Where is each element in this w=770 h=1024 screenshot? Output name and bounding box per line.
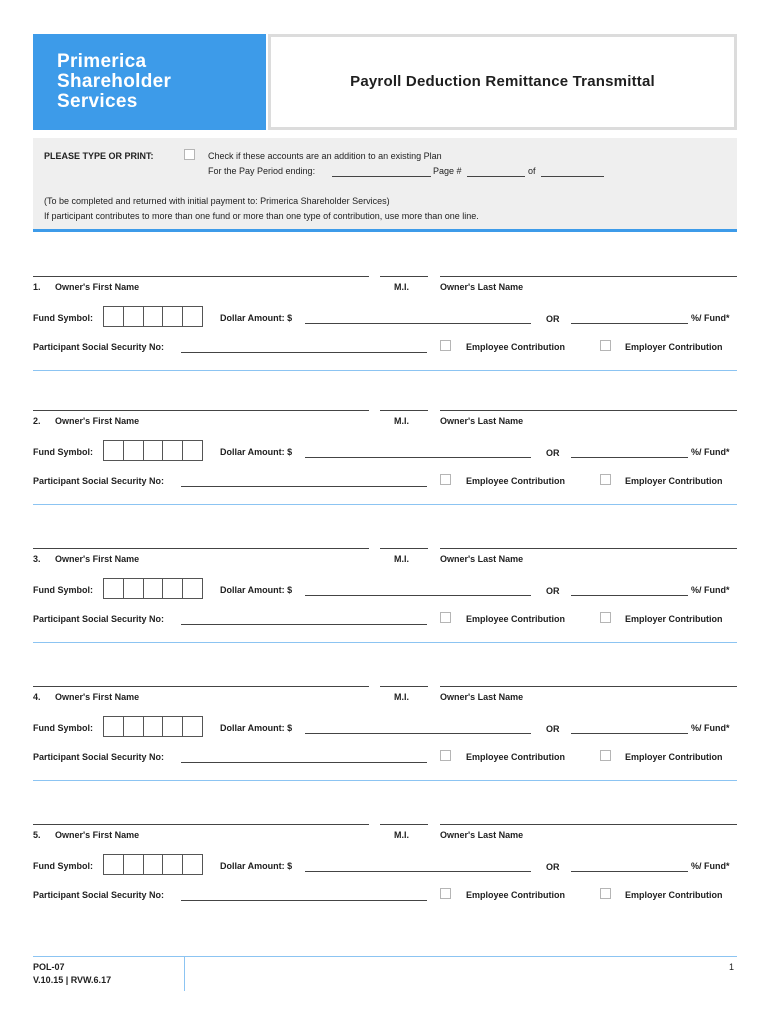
form-code: POL-07 [33, 962, 65, 972]
footer-divider [33, 956, 737, 957]
employer-contribution-label: Employer Contribution [625, 342, 723, 352]
mi-label: M.I. [394, 692, 409, 702]
fund-symbol-boxes[interactable] [103, 306, 203, 327]
or-label: OR [546, 314, 560, 324]
fund-symbol-boxes[interactable] [103, 578, 203, 599]
dollar-amount-field[interactable] [305, 733, 531, 734]
of-label: of [528, 166, 536, 176]
dollar-amount-label: Dollar Amount: $ [220, 723, 293, 733]
employee-contribution-label: Employee Contribution [466, 342, 565, 352]
employee-contribution-checkbox[interactable] [440, 750, 451, 761]
owner-first-name-field[interactable] [33, 824, 369, 825]
page-number-label: Page # [433, 166, 462, 176]
fund-symbol-label: Fund Symbol: [33, 585, 93, 595]
employer-contribution-checkbox[interactable] [600, 750, 611, 761]
dollar-amount-label: Dollar Amount: $ [220, 313, 293, 323]
fund-symbol-label: Fund Symbol: [33, 313, 93, 323]
entry-number: 1. [33, 282, 41, 292]
please-type-label: PLEASE TYPE OR PRINT: [44, 151, 154, 161]
employer-contribution-label: Employer Contribution [625, 752, 723, 762]
brand-line-1: Primerica [57, 51, 147, 72]
employee-contribution-label: Employee Contribution [466, 614, 565, 624]
dollar-amount-field[interactable] [305, 871, 531, 872]
ssn-label: Participant Social Security No: [33, 890, 165, 900]
percent-fund-field[interactable] [571, 323, 688, 324]
owner-first-name-label: Owner's First Name [55, 830, 140, 840]
dollar-amount-label: Dollar Amount: $ [220, 447, 293, 457]
mi-label: M.I. [394, 282, 409, 292]
fund-symbol-label: Fund Symbol: [33, 447, 93, 457]
owner-last-name-field[interactable] [440, 824, 737, 825]
page-total-field[interactable] [541, 176, 604, 177]
ssn-field[interactable] [181, 900, 427, 901]
owner-first-name-label: Owner's First Name [55, 692, 140, 702]
owner-first-name-label: Owner's First Name [55, 416, 140, 426]
brand-logo-block [33, 34, 266, 130]
employee-contribution-checkbox[interactable] [440, 340, 451, 351]
middle-initial-field[interactable] [380, 824, 428, 825]
middle-initial-field[interactable] [380, 548, 428, 549]
owner-last-name-label: Owner's Last Name [440, 692, 524, 702]
pay-period-field[interactable] [332, 176, 431, 177]
ssn-label: Participant Social Security No: [33, 752, 165, 762]
entry-separator [33, 504, 737, 505]
brand-line-2: Shareholder [57, 71, 172, 92]
ssn-field[interactable] [181, 486, 427, 487]
owner-last-name-field[interactable] [440, 276, 737, 277]
middle-initial-field[interactable] [380, 410, 428, 411]
percent-fund-label: %/ Fund* [691, 723, 730, 733]
or-label: OR [546, 448, 560, 458]
fund-symbol-boxes[interactable] [103, 716, 203, 737]
dollar-amount-label: Dollar Amount: $ [220, 861, 293, 871]
entry-number: 2. [33, 416, 41, 426]
owner-last-name-label: Owner's Last Name [440, 416, 524, 426]
dollar-amount-field[interactable] [305, 323, 531, 324]
owner-last-name-label: Owner's Last Name [440, 554, 524, 564]
percent-fund-field[interactable] [571, 457, 688, 458]
fund-symbol-label: Fund Symbol: [33, 723, 93, 733]
employer-contribution-label: Employer Contribution [625, 890, 723, 900]
ssn-label: Participant Social Security No: [33, 614, 165, 624]
ssn-label: Participant Social Security No: [33, 476, 165, 486]
or-label: OR [546, 586, 560, 596]
fund-symbol-label: Fund Symbol: [33, 861, 93, 871]
addition-check-text: Check if these accounts are an addition to an existing Plan [208, 151, 442, 161]
or-label: OR [546, 862, 560, 872]
entry-number: 5. [33, 830, 41, 840]
ssn-label: Participant Social Security No: [33, 342, 165, 352]
owner-first-name-label: Owner's First Name [55, 282, 140, 292]
or-label: OR [546, 724, 560, 734]
employer-contribution-checkbox[interactable] [600, 340, 611, 351]
percent-fund-label: %/ Fund* [691, 861, 730, 871]
owner-last-name-field[interactable] [440, 686, 737, 687]
employee-contribution-checkbox[interactable] [440, 888, 451, 899]
brand-line-3: Services [57, 91, 138, 112]
ssn-field[interactable] [181, 352, 427, 353]
owner-last-name-label: Owner's Last Name [440, 282, 524, 292]
employee-contribution-label: Employee Contribution [466, 890, 565, 900]
employee-contribution-label: Employee Contribution [466, 752, 565, 762]
percent-fund-field[interactable] [571, 871, 688, 872]
percent-fund-label: %/ Fund* [691, 585, 730, 595]
ssn-field[interactable] [181, 762, 427, 763]
middle-initial-field[interactable] [380, 686, 428, 687]
percent-fund-field[interactable] [571, 733, 688, 734]
dollar-amount-label: Dollar Amount: $ [220, 585, 293, 595]
owner-last-name-field[interactable] [440, 410, 737, 411]
mi-label: M.I. [394, 554, 409, 564]
entry-number: 3. [33, 554, 41, 564]
page-number: 1 [729, 962, 735, 972]
entry-separator [33, 642, 737, 643]
footer-vertical-divider [184, 957, 185, 991]
title-box [268, 34, 737, 130]
entry-separator [33, 370, 737, 371]
entry-separator [33, 780, 737, 781]
instructions-divider [33, 229, 737, 232]
dollar-amount-field[interactable] [305, 457, 531, 458]
percent-fund-field[interactable] [571, 595, 688, 596]
employer-contribution-label: Employer Contribution [625, 476, 723, 486]
employer-contribution-label: Employer Contribution [625, 614, 723, 624]
form-header [33, 34, 737, 130]
multi-line-note: If participant contributes to more than one fund or more than one type of contribution, use more than one line. [44, 211, 479, 221]
owner-first-name-field[interactable] [33, 686, 369, 687]
fund-symbol-boxes[interactable] [103, 854, 203, 875]
employer-contribution-checkbox[interactable] [600, 888, 611, 899]
dollar-amount-field[interactable] [305, 595, 531, 596]
mi-label: M.I. [394, 830, 409, 840]
employee-contribution-label: Employee Contribution [466, 476, 565, 486]
middle-initial-field[interactable] [380, 276, 428, 277]
percent-fund-label: %/ Fund* [691, 447, 730, 457]
ssn-field[interactable] [181, 624, 427, 625]
owner-last-name-field[interactable] [440, 548, 737, 549]
employee-contribution-checkbox[interactable] [440, 474, 451, 485]
owner-last-name-label: Owner's Last Name [440, 830, 524, 840]
fund-symbol-boxes[interactable] [103, 440, 203, 461]
page-number-field[interactable] [467, 176, 525, 177]
owner-first-name-field[interactable] [33, 548, 369, 549]
employer-contribution-checkbox[interactable] [600, 474, 611, 485]
addition-checkbox[interactable] [184, 149, 195, 160]
form-version: V.10.15 | RVW.6.17 [33, 975, 112, 985]
owner-first-name-field[interactable] [33, 410, 369, 411]
employer-contribution-checkbox[interactable] [600, 612, 611, 623]
entry-number: 4. [33, 692, 41, 702]
employee-contribution-checkbox[interactable] [440, 612, 451, 623]
owner-first-name-label: Owner's First Name [55, 554, 140, 564]
pay-period-label: For the Pay Period ending: [208, 166, 316, 176]
mi-label: M.I. [394, 416, 409, 426]
form-title: Payroll Deduction Remittance Transmittal [350, 73, 655, 90]
percent-fund-label: %/ Fund* [691, 313, 730, 323]
owner-first-name-field[interactable] [33, 276, 369, 277]
return-note: (To be completed and returned with initial payment to: Primerica Shareholder Services) [44, 196, 390, 206]
